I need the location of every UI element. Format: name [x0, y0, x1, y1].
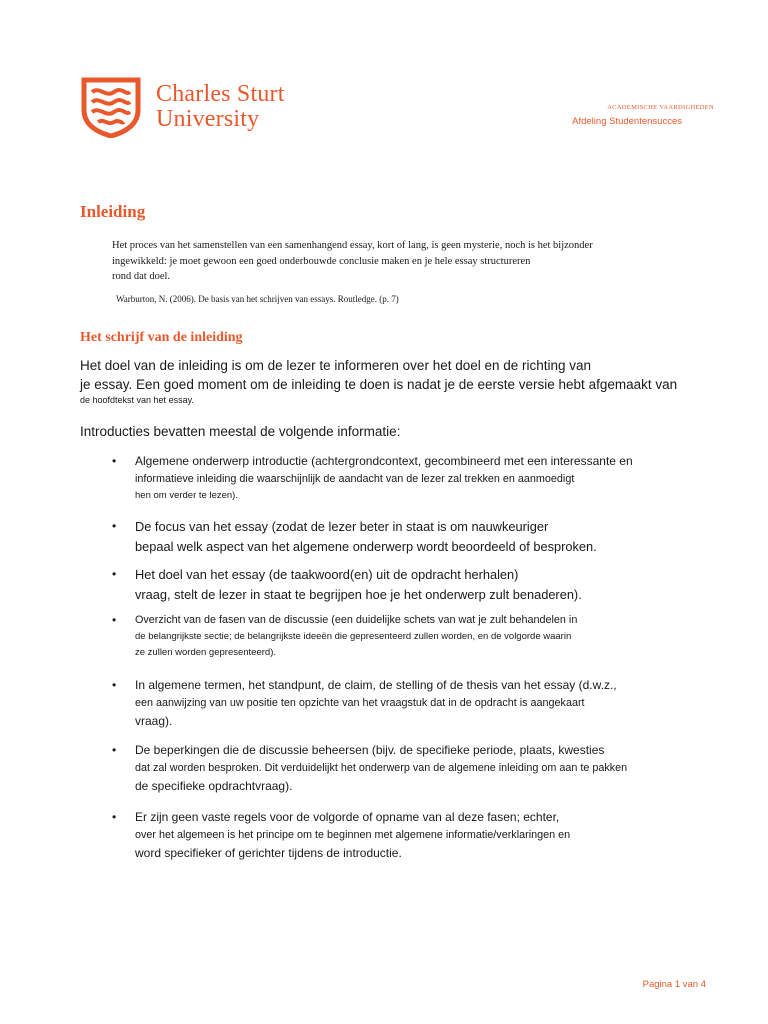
department-label: ACADEMISCHE VAARDIGHEDEN — [607, 104, 714, 111]
bullet-icon: • — [112, 678, 117, 692]
list-item-line: ze zullen worden gepresenteerd). — [135, 647, 277, 658]
department-subtitle: Afdeling Studentensucces — [572, 116, 682, 127]
section-heading: Het schrijf van de inleiding — [80, 330, 243, 345]
university-crest-logo — [80, 76, 142, 138]
list-item-line: de specifieke opdrachtvraag). — [135, 779, 293, 793]
intro-paragraph — [80, 356, 677, 406]
list-lead-text: Introducties bevatten meestal de volgende informatie: — [80, 424, 401, 439]
intro-line: Het doel van de inleiding is om de lezer te informeren over het doel en de richting van — [80, 358, 592, 373]
list-item-line: Overzicht van de fasen van de discussie (een duidelijke schets van wat je zult behandelen in — [135, 614, 578, 626]
list-item-line: In algemene termen, het standpunt, de claim, de stelling of de thesis van het essay (d.w.z., — [135, 678, 617, 692]
list-item-line: Het doel van het essay (de taakwoord(en) uit de opdracht herhalen) — [135, 567, 519, 582]
brand-line-1: Charles Sturt — [156, 81, 285, 107]
intro-line: de hoofdtekst van het essay. — [80, 395, 194, 405]
list-item-line: word specifieker of gerichter tijdens de introductie. — [135, 846, 402, 860]
list-item-line: dat zal worden besproken. Dit verduidelijkt het onderwerp van de algemene inleiding om aan te pakken — [135, 762, 628, 774]
bullet-icon: • — [112, 743, 117, 757]
bullet-icon: • — [112, 567, 117, 581]
bullet-icon: • — [112, 613, 117, 627]
quote-line: Het proces van het samenstellen van een samenhangend essay, kort of lang, is geen mysterie, noch is het bijzonder — [112, 240, 593, 251]
list-item-line: Er zijn geen vaste regels voor de volgorde of opname van al deze fasen; echter, — [135, 810, 560, 824]
list-item-line: de belangrijkste sectie; de belangrijkste ideeën die gepresenteerd zullen worden, en de volgorde waarin — [135, 631, 572, 642]
list-item-line: vraag, stelt de lezer in staat te begrijpen hoe je het onderwerp zult benaderen). — [135, 586, 582, 602]
quote-line: ingewikkeld: je moet gewoon een goed onderbouwde conclusie maken en je hele essay structureren — [112, 255, 531, 267]
list-item-line: een aanwijzing van uw positie ten opzichte van het vraagstuk dat in de opdracht is aangekaart — [135, 697, 585, 709]
list-item-line: over het algemeen is het principe om te beginnen met algemene informatie/verklaringen en — [135, 829, 571, 841]
page-number: Pagina 1 van 4 — [642, 979, 706, 990]
list-item-line: hen om verder te lezen). — [135, 490, 238, 501]
list-item-line: bepaal welk aspect van het algemene onderwerp wordt beoordeeld of besproken. — [135, 538, 597, 554]
intro-line: je essay. Een goed moment om de inleiding te doen is nadat je de eerste versie hebt afgemaakt van — [80, 377, 678, 392]
bullet-icon: • — [112, 454, 117, 468]
page-title: Inleiding — [80, 202, 146, 221]
bullet-icon: • — [112, 519, 117, 533]
list-item-line: Algemene onderwerp introductie (achtergrondcontext, gecombineerd met een interessante en — [135, 454, 633, 468]
bullet-icon: • — [112, 810, 117, 824]
list-item-line: vraag). — [135, 714, 173, 728]
quote-line: rond dat doel. — [112, 271, 171, 282]
list-item-line: De focus van het essay (zodat de lezer beter in staat is om nauwkeuriger — [135, 519, 549, 534]
list-item-line: De beperkingen die de discussie beheersen (bijv. de specifieke periode, plaats, kwesties — [135, 743, 605, 757]
brand-line-2: University — [156, 106, 260, 132]
list-item-line: informatieve inleiding die waarschijnlijk de aandacht van de lezer zal trekken en aanmoedigt — [135, 473, 575, 485]
university-name — [156, 82, 285, 132]
quote-citation: Warburton, N. (2006). De basis van het schrijven van essays. Routledge. (p. 7) — [116, 294, 399, 304]
quote-block — [112, 238, 672, 285]
